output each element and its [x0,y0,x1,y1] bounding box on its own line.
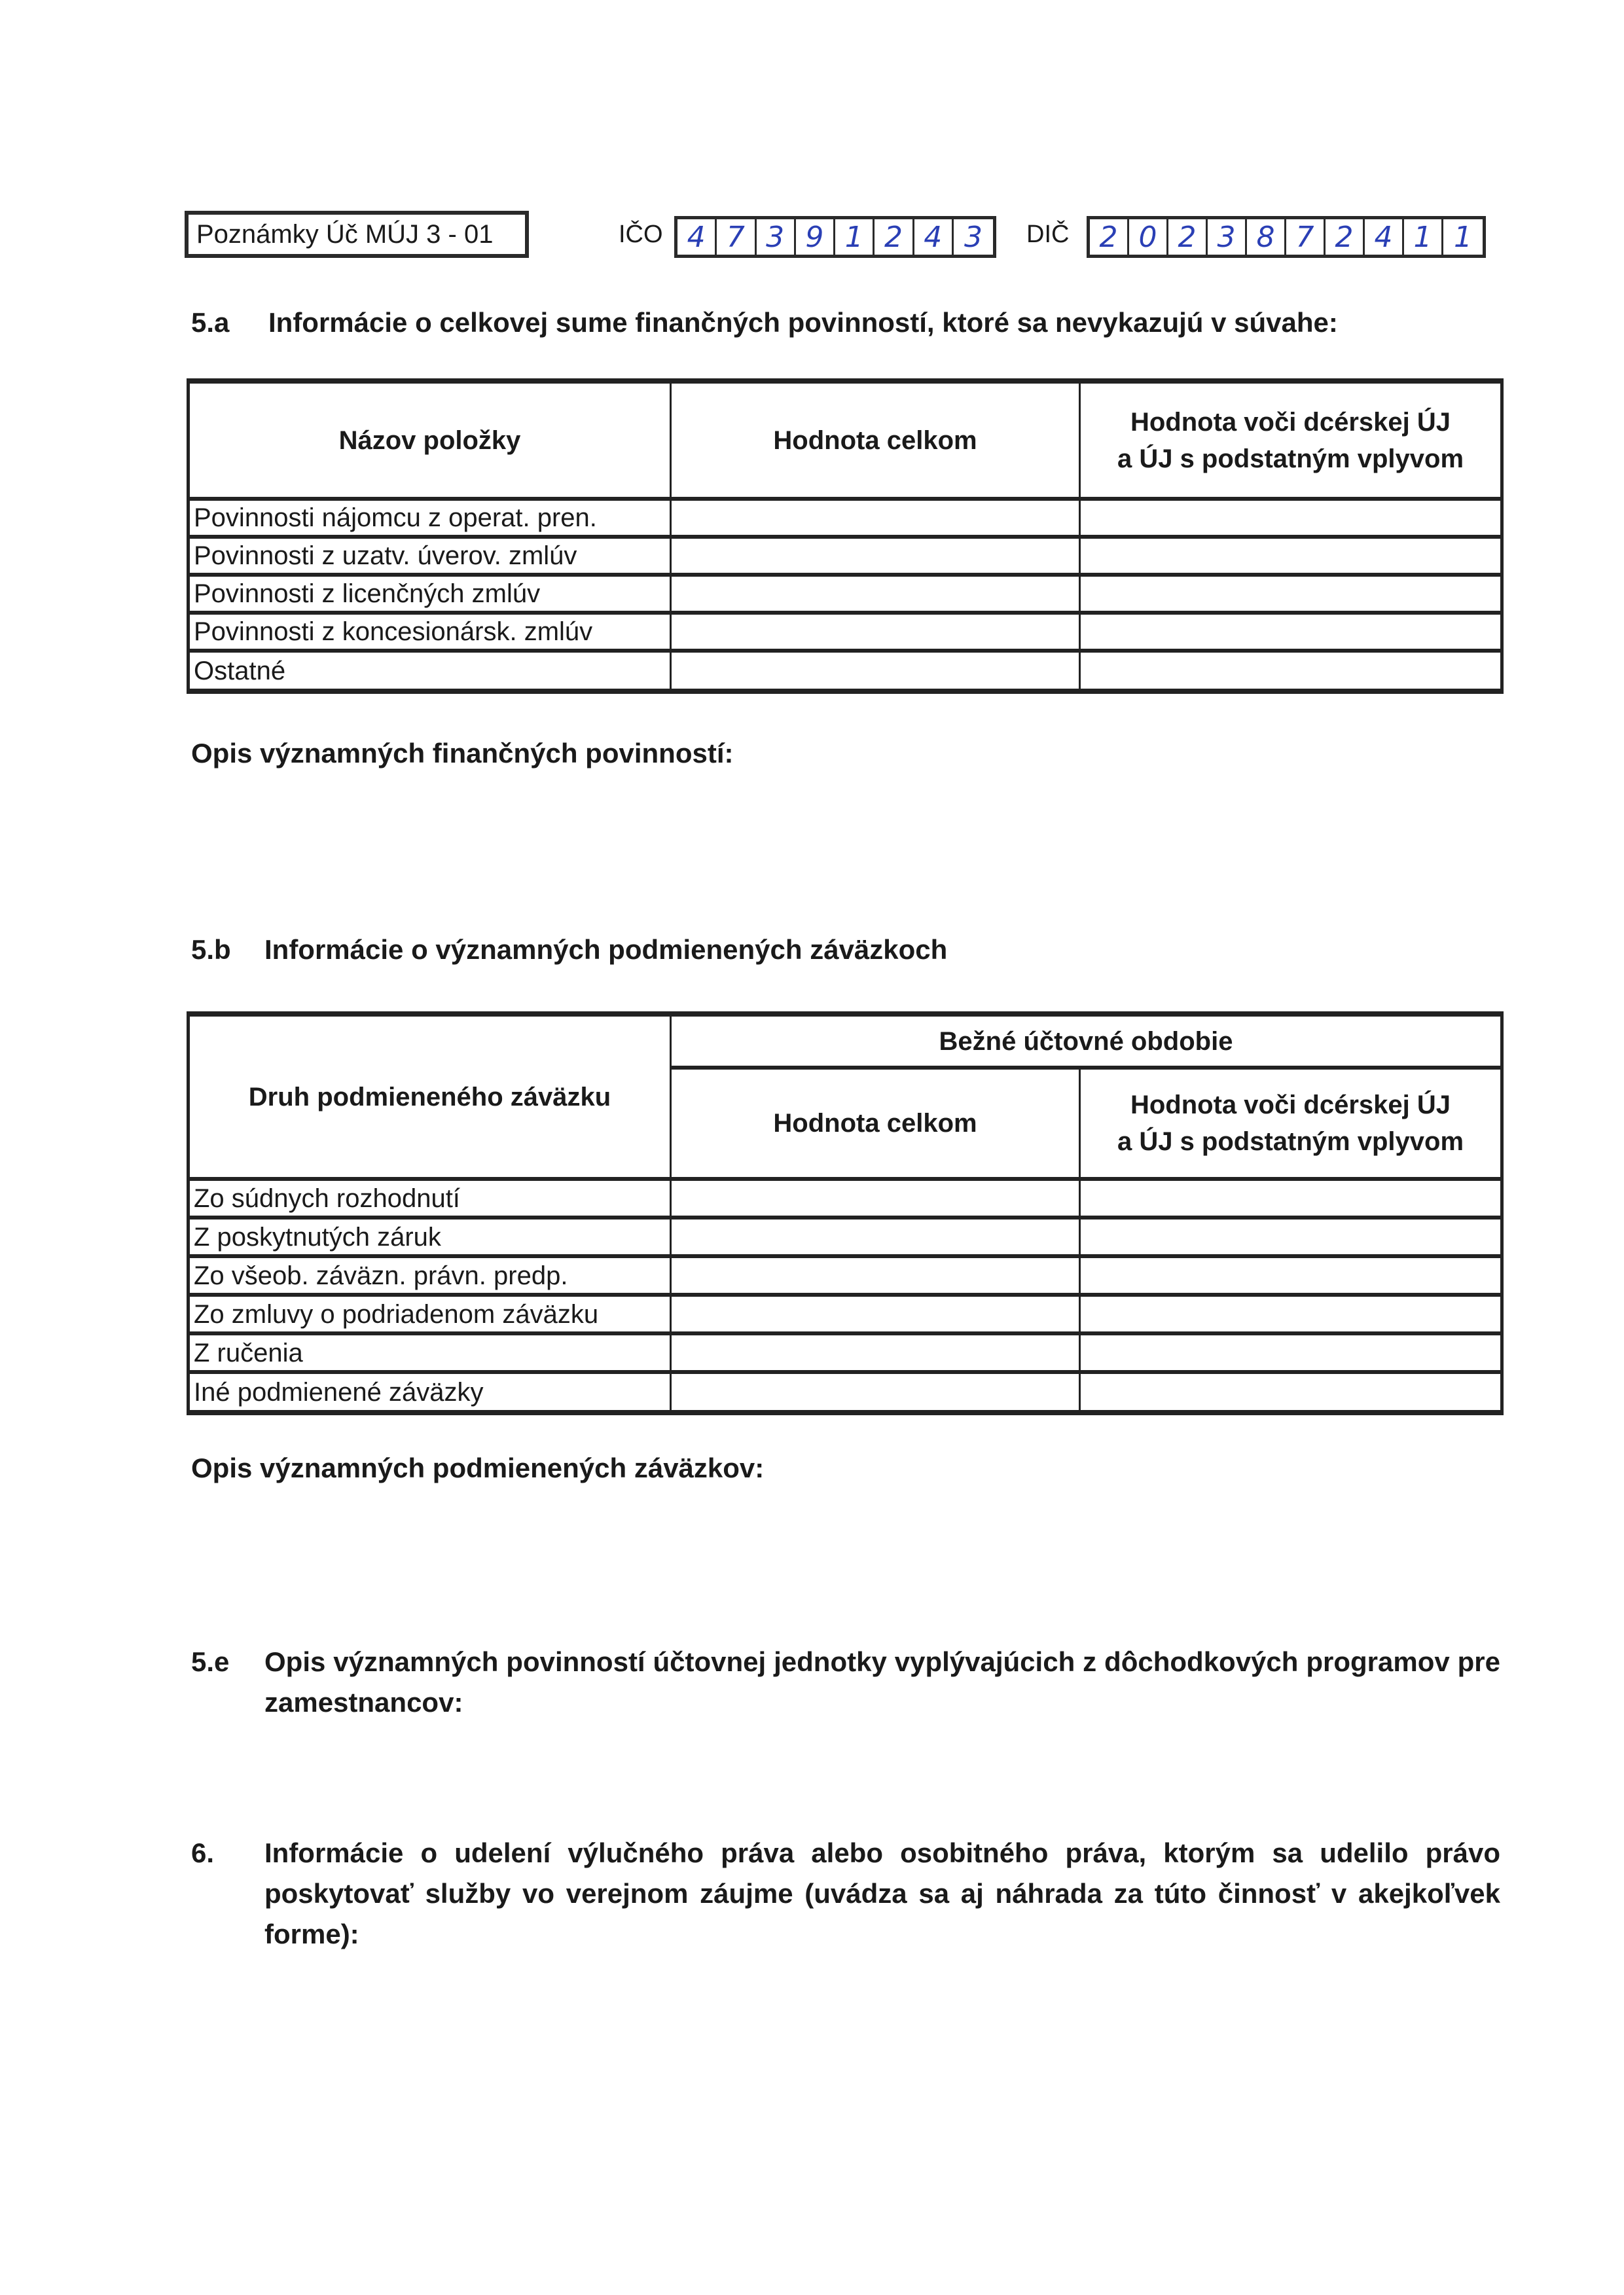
dic-digit[interactable]: 1 [1453,221,1472,254]
subsidiary-cell[interactable] [1080,651,1502,691]
table-row [189,537,1502,575]
row-label: Iné podmienené záväzky [189,1372,671,1413]
dic-digit[interactable]: 2 [1168,219,1208,255]
subsidiary-cell[interactable] [1080,613,1502,651]
financial-obligations-description-label: Opis významných finančných povinností: [191,738,734,768]
contingent-liabilities-description-label: Opis významných podmienených záväzkov: [191,1453,765,1483]
total-cell[interactable] [671,1256,1080,1295]
row-label: Povinnosti z licenčných zmlúv [189,575,671,613]
dic-digit[interactable]: 8 [1247,219,1286,255]
table-5a-header-total: Hodnota celkom [671,381,1080,499]
section-5e-title: Opis významných povinností účtovnej jednotky vyplývajúcich z dôchodkových programov pre zamestnancov: [264,1646,1500,1718]
dic-digit[interactable]: 4 [1365,219,1404,255]
subsidiary-cell[interactable] [1080,1256,1502,1295]
section-5a-title: Informácie o celkovej sume finančných povinností, ktoré sa nevykazujú v súvahe: [268,307,1338,338]
contingent-liabilities-description-field[interactable] [191,1494,1500,1625]
total-cell[interactable] [671,613,1080,651]
header-line: a ÚJ s podstatným vplyvom [1117,444,1464,473]
dic-digit[interactable]: 0 [1129,219,1168,255]
ico-digit[interactable]: 4 [677,219,717,255]
table-row [189,651,1502,691]
section-5a-number: 5.a [191,307,230,338]
total-cell[interactable] [671,1295,1080,1333]
subsidiary-cell[interactable] [1080,1372,1502,1413]
header-line: Hodnota voči dcérskej ÚJ [1130,407,1451,437]
row-label: Z poskytnutých záruk [189,1218,671,1256]
table-5b-header-total: Hodnota celkom [671,1068,1080,1179]
subsidiary-cell[interactable] [1080,1218,1502,1256]
table-row [189,1333,1502,1372]
table-row [189,1218,1502,1256]
total-cell[interactable] [671,1372,1080,1413]
subsidiary-cell[interactable] [1080,1295,1502,1333]
section-5a-heading [191,302,1500,343]
dic-label: DIČ [1026,221,1070,248]
section-6-field[interactable] [264,1970,1500,2167]
section-6-heading [191,1833,1500,1957]
row-label: Povinnosti z koncesionársk. zmlúv [189,613,671,651]
total-cell[interactable] [671,1218,1080,1256]
table-row [189,613,1502,651]
table-row [189,575,1502,613]
table-5b [187,1011,1504,1415]
section-5e-number: 5.e [191,1646,230,1677]
table-row [189,1295,1502,1333]
ico-digit[interactable]: 3 [964,221,983,254]
dic-digit[interactable]: 7 [1286,219,1326,255]
financial-obligations-description-field[interactable] [191,779,1500,884]
table-5b-header-period: Bežné účtovné obdobie [671,1014,1502,1068]
ico-digit[interactable]: 2 [875,219,914,255]
section-5b-title: Informácie o významných podmienených záväzkoch [264,934,948,965]
row-label: Povinnosti nájomcu z operat. pren. [189,499,671,537]
total-cell[interactable] [671,651,1080,691]
ico-digit[interactable]: 7 [717,219,756,255]
dic-digit[interactable]: 2 [1090,219,1129,255]
total-cell[interactable] [671,537,1080,575]
subsidiary-cell[interactable] [1080,1333,1502,1372]
ico-field[interactable] [674,216,996,258]
table-5a-header-name: Názov položky [189,381,671,499]
table-5a-header-subsidiary [1080,381,1502,499]
total-cell[interactable] [671,499,1080,537]
ico-digit[interactable]: 9 [796,219,835,255]
section-5e-field[interactable] [264,1741,1500,1820]
section-5b-heading [191,930,1500,970]
section-6-title: Informácie o udelení výlučného práva alebo osobitného práva, ktorým sa udelilo právo poskytovať služby vo verejnom záujme (uvádza sa aj náhrada za túto činnosť v akejkoľvek forme): [264,1837,1500,1949]
header-line: a ÚJ s podstatným vplyvom [1117,1127,1464,1156]
total-cell[interactable] [671,575,1080,613]
section-6-number: 6. [191,1837,215,1868]
section-5e-heading [191,1642,1500,1727]
dic-digit[interactable]: 3 [1208,219,1247,255]
section-5b-number: 5.b [191,934,231,965]
table-row [189,1179,1502,1218]
row-label: Zo zmluvy o podriadenom záväzku [189,1295,671,1333]
dic-digit[interactable]: 2 [1326,219,1365,255]
row-label: Povinnosti z uzatv. úverov. zmlúv [189,537,671,575]
ico-digit[interactable]: 3 [757,219,796,255]
ico-label: IČO [619,221,663,248]
table-5b-header-subsidiary [1080,1068,1502,1179]
table-row [189,1256,1502,1295]
subsidiary-cell[interactable] [1080,575,1502,613]
dic-digit[interactable]: 1 [1404,219,1443,255]
table-5a [187,378,1504,694]
table-5b-header-type: Druh podmieneného záväzku [189,1014,671,1179]
table-row [189,1372,1502,1413]
table-row [189,499,1502,537]
ico-digit[interactable]: 4 [914,219,954,255]
subsidiary-cell[interactable] [1080,499,1502,537]
row-label: Zo súdnych rozhodnutí [189,1179,671,1218]
header-line: Hodnota voči dcérskej ÚJ [1130,1091,1451,1119]
row-label: Ostatné [189,651,671,691]
subsidiary-cell[interactable] [1080,537,1502,575]
total-cell[interactable] [671,1179,1080,1218]
form-code: Poznámky Úč MÚJ 3 - 01 [196,220,494,249]
ico-digit[interactable]: 1 [835,219,875,255]
row-label: Zo všeob. záväzn. právn. predp. [189,1256,671,1295]
total-cell[interactable] [671,1333,1080,1372]
form-code-box [185,211,529,258]
dic-field[interactable] [1087,216,1486,258]
subsidiary-cell[interactable] [1080,1179,1502,1218]
row-label: Z ručenia [189,1333,671,1372]
